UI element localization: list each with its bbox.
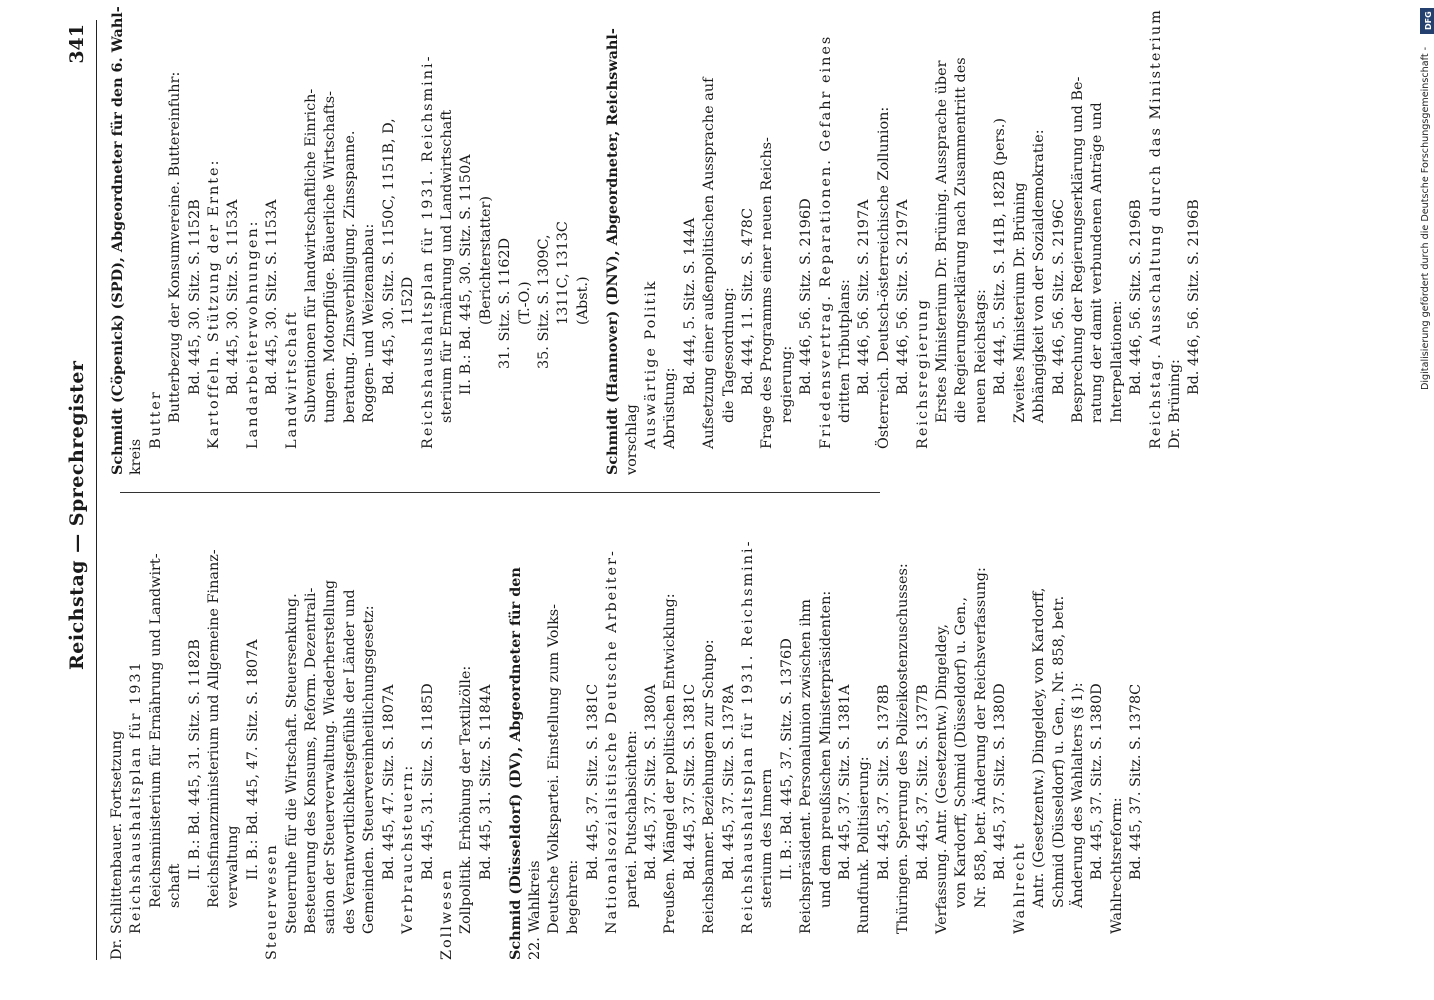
entry-line: Butter xyxy=(147,390,164,449)
entry-line: Bd. 445, 30. Sitz. S. 1150C, 1151B, D, xyxy=(380,118,397,395)
left-column xyxy=(108,515,1147,960)
entry-line: 31. Sitz. S. 1162D xyxy=(497,237,514,369)
entry-line: Bd. 445, 37. Sitz. S. 1378C xyxy=(1128,683,1145,880)
entry-line: Bd. 446, 56. Sitz. S. 2197A xyxy=(856,199,873,395)
entry-line: Zweites Ministerium Dr. Brüning xyxy=(1011,182,1028,423)
entry-line: II. B.: Bd. 445, 47. Sitz. S. 1807A xyxy=(244,639,261,880)
entry-line: und dem preußischen Ministerpräsidenten: xyxy=(817,590,834,908)
entry-line: Bd. 445, 47. Sitz. S. 1807A xyxy=(380,684,397,880)
entry-line: Wahlrecht xyxy=(1011,841,1028,934)
entry-line: Bd. 445, 37. Sitz. S. 1380D xyxy=(992,683,1009,880)
entry-line: partei. Putschabsichten: xyxy=(623,730,640,908)
entry-line: tungen. Motorpflüge. Bäuerliche Wirtschafts- xyxy=(322,90,339,423)
entry-line: Antr. (Gesetzentw.) Dingeldey, von Kardorff, xyxy=(1031,587,1048,908)
entry-line: Bd. 445, 37. Sitz. S. 1378A xyxy=(720,684,737,880)
entry-line: Bd. 445, 31. Sitz. S. 1184A xyxy=(477,684,494,880)
entry-line: Aufsetzung einer außenpolitischen Aussprache auf xyxy=(701,77,718,449)
entry-line: Besprechung der Regierungserklärung und Be- xyxy=(1069,76,1086,423)
entry-line: Zollwesen xyxy=(438,868,455,960)
entry-line: Verfassung. Antr. (Gesetzentw.) Dingeldey, xyxy=(934,623,951,934)
entry-line: begehren: xyxy=(565,859,582,934)
entry-line: Bd. 445, 30. Sitz. S. 1153A xyxy=(225,199,242,395)
entry-line: Reichsfinanzministerium und Allgemeine Finanz- xyxy=(206,549,223,908)
entry-line: des Verantwortlichkeitsgefühls der Länder und xyxy=(341,589,358,934)
entry-line: Steuerruhe für die Wirtschaft. Steuersenkung. xyxy=(283,593,300,934)
entry-line: Änderung des Wahlalters (§ 1): xyxy=(1069,682,1086,908)
entry-line: sation der Steuerverwaltung. Wiederherstellung xyxy=(322,579,339,934)
entry-line: Roggen- und Weizenanbau: xyxy=(361,223,378,423)
entry-line: Reichsbanner. Beziehungen zur Schupo: xyxy=(701,639,718,934)
entry-line: vorschlag xyxy=(623,404,640,475)
entry-line: Verbrauchsteuern: xyxy=(400,763,417,934)
right-column xyxy=(108,6,1205,475)
entry-line: 1152D xyxy=(400,276,417,325)
header-rule xyxy=(96,20,97,960)
entry-line: Besteuerung des Konsums, Reform. Dezentrali- xyxy=(303,587,320,934)
entry-line: Bd. 445, 37. Sitz. S. 1380A xyxy=(642,684,659,880)
entry-line: Wahlrechtsreform: xyxy=(1108,797,1125,934)
entry-line: Bd. 445, 30. Sitz. S. 1153A xyxy=(264,199,281,395)
entry-line: Bd. 445, 37. Sitz. S. 1381C xyxy=(584,683,601,880)
entry-gap xyxy=(593,30,603,475)
entry-line: Steuerwesen xyxy=(264,843,281,960)
entry-line: Auswärtige Politik xyxy=(642,279,659,449)
entry-line: Preußen. Mängel der politischen Entwicklung: xyxy=(662,593,679,934)
entry-line: Schmid (Düsseldorf) (DV), Abgeordneter für den xyxy=(507,567,525,960)
entry-line: Abhängigkeit von der Sozialdemokratie: xyxy=(1031,129,1048,423)
entry-line: Bd. 444, 5. Sitz. S. 144A xyxy=(681,217,698,395)
entry-line: Bd. 445, 37. Sitz. S. 1377B xyxy=(914,684,931,880)
entry-line: Kartoffeln. Stützung der Ernte: xyxy=(206,158,223,449)
entry-line: Landarbeiterwohnungen: xyxy=(244,219,261,449)
entry-line: Reichshaushaltsplan für 1931. Reichsmini- xyxy=(419,54,436,449)
entry-line: Thüringen. Sperrung des Polizeikostenzuschusses: xyxy=(895,563,912,934)
entry-line: Reichsregierung xyxy=(914,297,931,449)
entry-line: Reichshaushaltsplan für 1931 xyxy=(128,660,145,934)
entry-line: Bd. 445, 37. Sitz. S. 1381A xyxy=(837,684,854,880)
entry-line: II. B.: Bd. 445, 30. Sitz. S. 1150A xyxy=(458,154,475,395)
entry-line: Erstes Ministerium Dr. Brüning. Aussprache über xyxy=(934,60,951,423)
entry-line: ratung der damit verbundenen Anträge und xyxy=(1089,102,1106,423)
entry-line: die Tagesordnung: xyxy=(720,287,737,423)
entry-line: Abrüstung: xyxy=(662,367,679,449)
entry-line: Reichsministerium für Ernährung und Landwirt- xyxy=(147,553,164,908)
entry-line: Bd. 446, 56. Sitz. S. 2196D xyxy=(798,198,815,395)
digitization-credit: Digitalisierung gefördert durch die Deutsche Forschungsgemeinschaft - xyxy=(1420,46,1431,390)
entry-line: Reichshaushaltsplan für 1931. Reichsmini- xyxy=(740,539,756,934)
entry-line: Interpellationen: xyxy=(1108,300,1125,423)
entry-line: II. B.: Bd. 445, 31. Sitz. S. 1182B xyxy=(186,639,203,880)
entry-line: Friedensvertrag. Reparationen. Gefahr eines xyxy=(817,34,834,449)
entry-line: Nr. 858, betr. Änderung der Reichsverfassung: xyxy=(972,567,989,908)
entry-line: Bd. 444, 11. Sitz. S. 478C xyxy=(740,208,756,395)
rotated-page xyxy=(60,6,1360,980)
entry-line: 22. Wahlkreis xyxy=(526,860,543,960)
dfg-logo: DFG xyxy=(1420,8,1434,34)
entry-line: Bd. 445, 37. Sitz. S. 1380D xyxy=(1089,683,1106,880)
entry-line: Schmidt (Hannover) (DNV), Abgeordneter, Reichswahl- xyxy=(604,28,622,475)
entry-line: Bd. 446, 56. Sitz. S. 2196B xyxy=(1186,199,1203,395)
entry-line: von Kardorff, Schmid (Düsseldorf) u. Gen., xyxy=(953,596,970,908)
entry-line: Bd. 446, 56. Sitz. S. 2196B xyxy=(1128,199,1145,395)
entry-line: regierung: xyxy=(778,345,795,423)
entry-line: Landwirtschaft xyxy=(283,310,300,449)
entry-line: Rundfunk. Politisierung: xyxy=(856,756,873,934)
entry-line: Bd. 445, 37. Sitz. S. 1378B xyxy=(875,684,892,880)
entry-line: sterium für Ernährung und Landwirtschaft xyxy=(438,109,455,423)
entry-line: Bd. 446, 56. Sitz. S. 2197A xyxy=(895,199,912,395)
entry-line: Zollpolitik. Erhöhung der Textilzölle: xyxy=(458,665,475,934)
entry-line: Deutsche Volkspartei. Einstellung zum Volks- xyxy=(545,603,562,934)
entry-line: Dr. Brüning: xyxy=(1166,359,1183,449)
entry-line: Schmidt (Cöpenick) (SPD), Abgeordneter für den 6. Wahl- xyxy=(109,6,126,475)
entry-line: Österreich. Deutsch-österreichische Zollunion: xyxy=(875,106,892,449)
column-divider xyxy=(120,492,880,493)
entry-line: Bd. 445, 37. Sitz. S. 1381C xyxy=(681,683,698,880)
entry-line: Reichstag. Ausschaltung durch das Ministerium xyxy=(1147,8,1164,449)
running-title: Reichstag — Sprechregister xyxy=(66,360,88,670)
entry-line: Bd. 445, 31. Sitz. S. 1185D xyxy=(419,683,436,880)
entry-line: neuen Reichstags: xyxy=(972,289,989,423)
entry-line: dritten Tributplans: xyxy=(837,279,854,423)
entry-line: Butterbezug der Konsumvereine. Buttereinfuhr: xyxy=(167,71,184,423)
entry-line: Reichspräsident. Personalunion zwischen ihm xyxy=(798,599,815,934)
page-number: 341 xyxy=(66,24,88,64)
entry-line: Bd. 446, 56. Sitz. S. 2196C xyxy=(1050,198,1067,395)
entry-line: verwaltung xyxy=(225,825,242,908)
entry-line: Bd. 445, 30. Sitz. S. 1152B xyxy=(186,199,203,395)
entry-line: II. B.: Bd. 445, 37. Sitz. S. 1376D xyxy=(778,638,795,880)
entry-line: schaft xyxy=(167,863,184,908)
entry-line: die Regierungserklärung nach Zusammentritt des xyxy=(953,57,970,423)
entry-line: sterium des Innern xyxy=(759,768,776,908)
entry-line: 35. Sitz. S. 1309C, xyxy=(535,234,552,369)
entry-line: Subventionen für landwirtschaftliche Einrich- xyxy=(303,88,320,423)
entry-line: Bd. 444, 5. Sitz. S. 141B, 182B (pers.) xyxy=(992,118,1009,395)
entry-line: Schmid (Düsseldorf) u. Gen., Nr. 858, betr. xyxy=(1050,595,1067,908)
entry-line: (Berichterstatter) xyxy=(477,195,494,325)
entry-line: (T.-O.) xyxy=(516,281,533,325)
page-header xyxy=(60,20,100,980)
entry-line: Nationalsozialistische Deutsche Arbeiter- xyxy=(604,549,621,934)
entry-line: kreis xyxy=(128,438,145,475)
entry-line: Dr. Schlittenbauer. Fortsetzung xyxy=(109,730,125,960)
entry-line: Gemeinden. Steuervereinheitlichungsgesetz: xyxy=(361,605,378,934)
entry-line: (Abst.) xyxy=(574,276,591,325)
entry-line: Frage des Programms einer neuen Reichs- xyxy=(759,137,776,449)
entry-line: beratung. Zinsverbilligung. Zinsspanne. xyxy=(341,130,358,423)
entry-gap xyxy=(496,515,506,960)
entry-line: 1311C, 1313C xyxy=(555,221,572,325)
